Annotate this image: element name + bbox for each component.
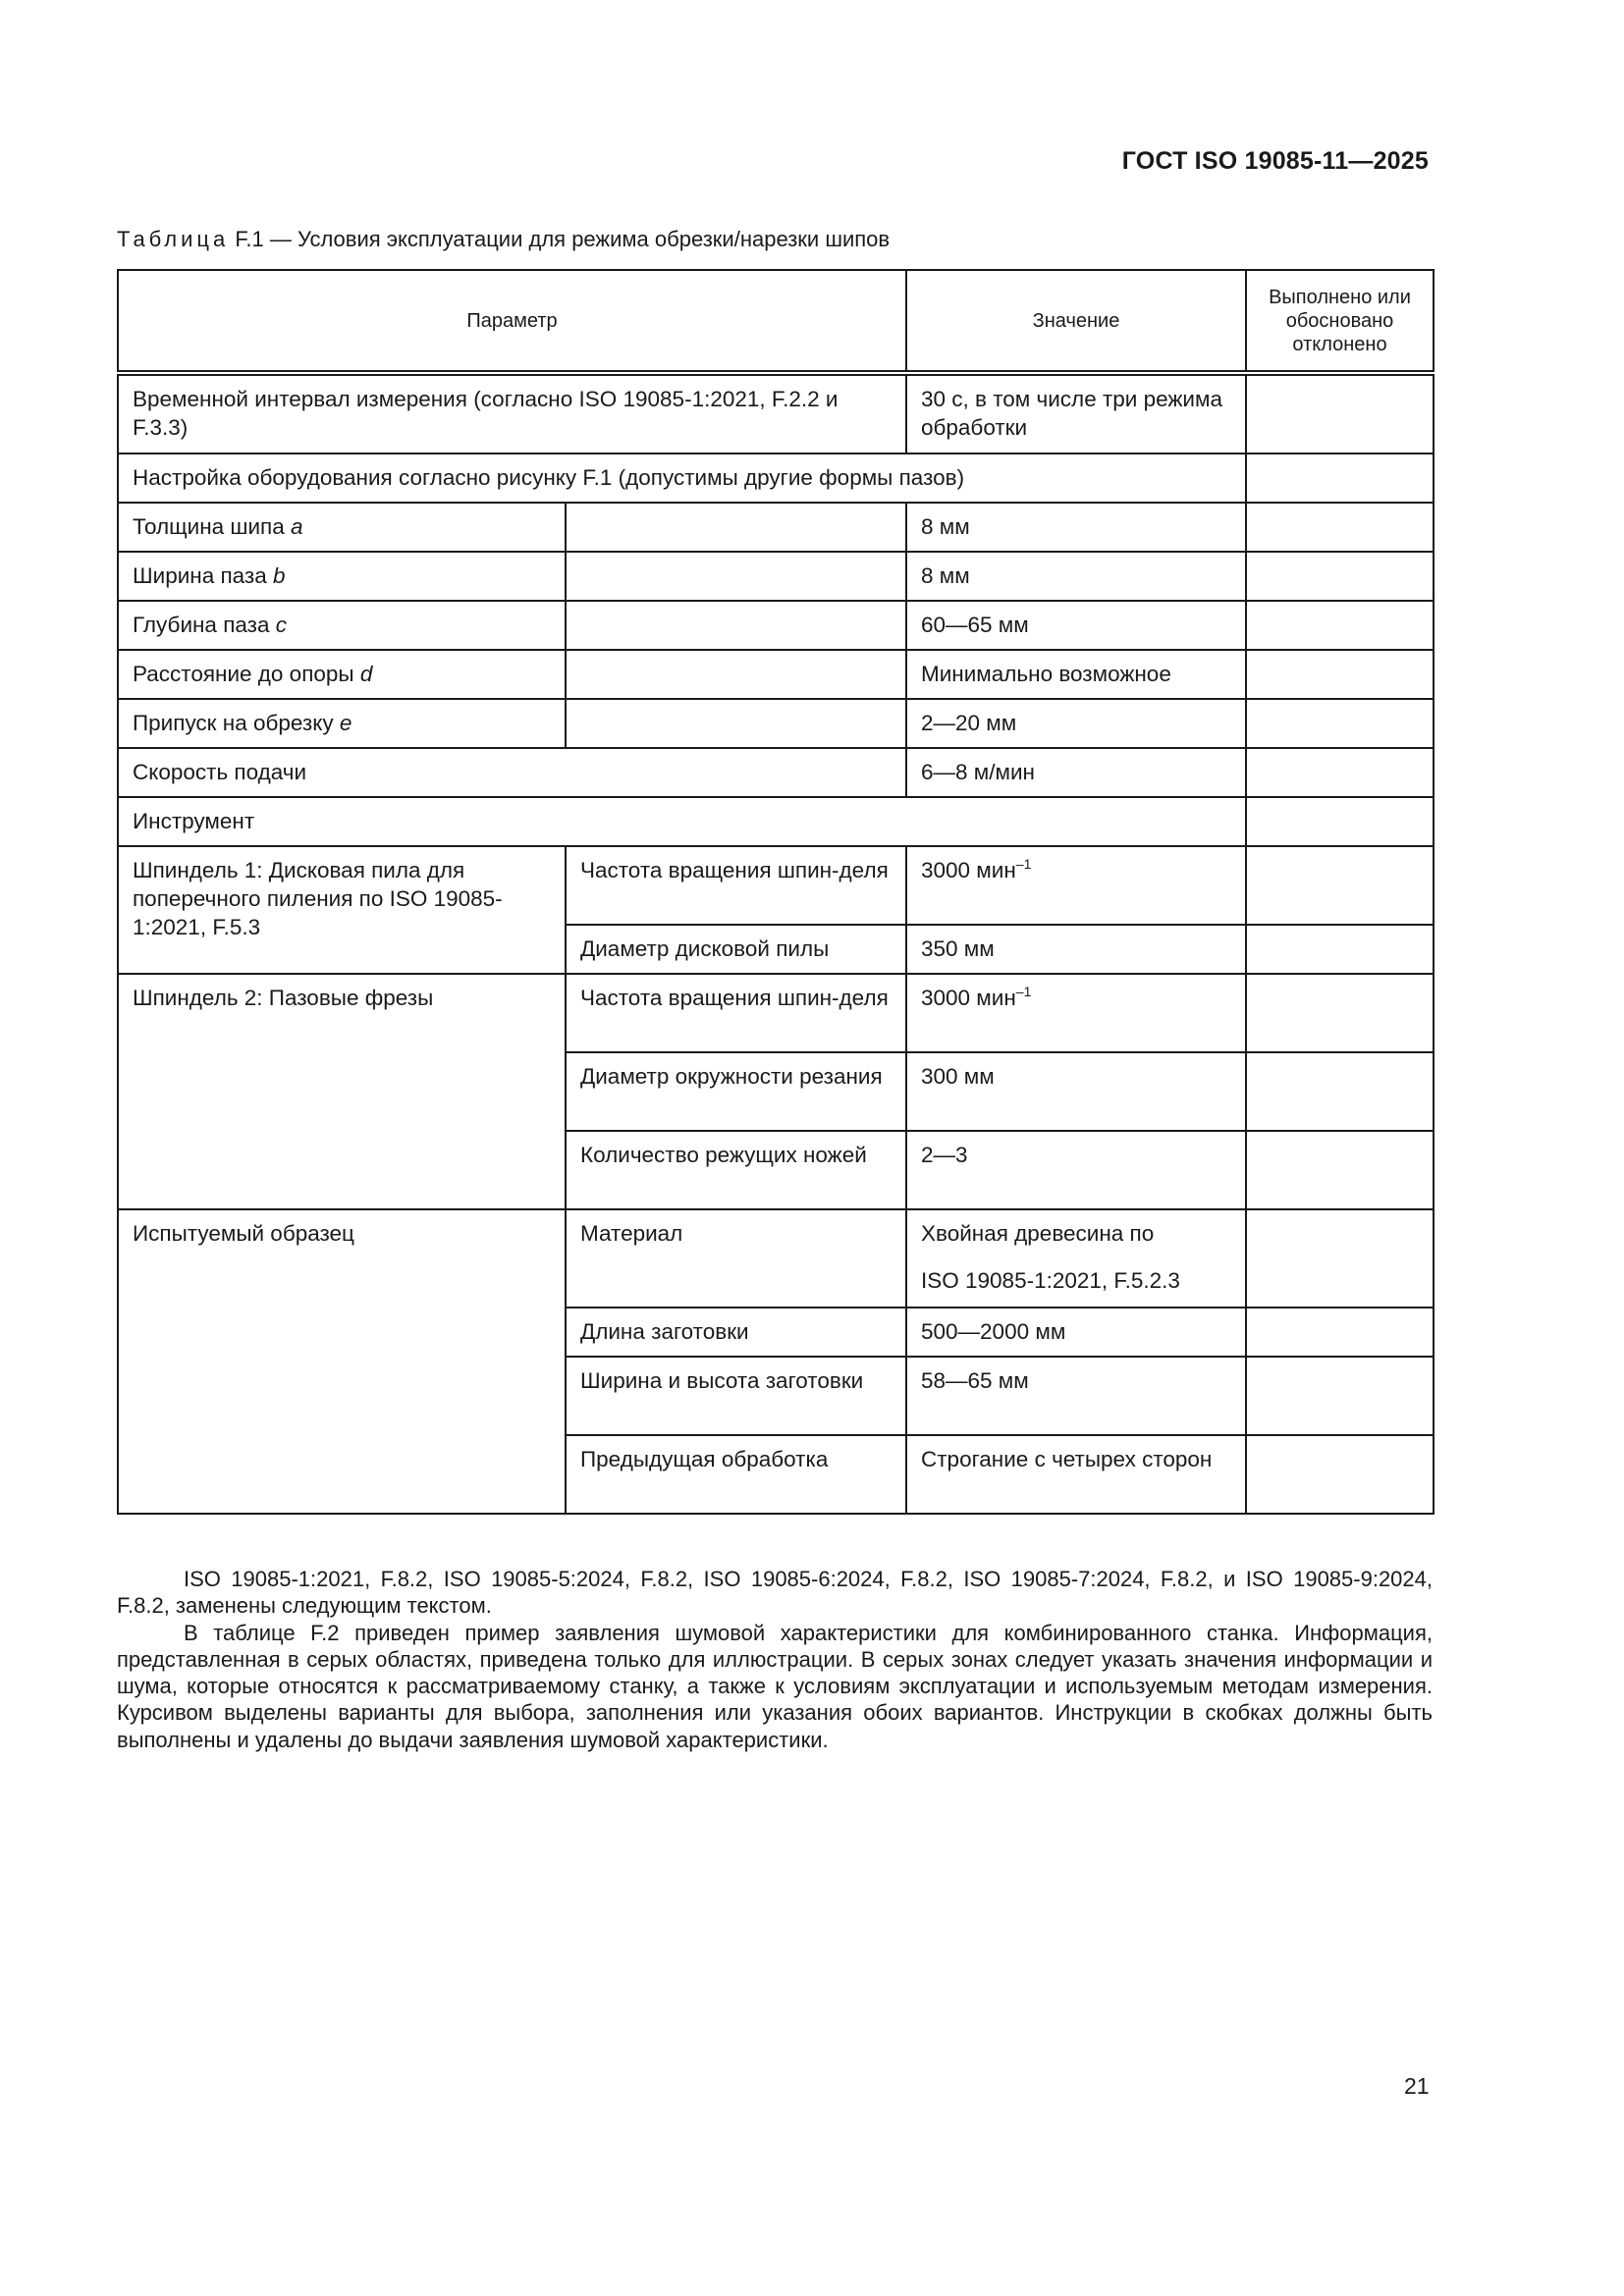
support-distance-sub [566,650,906,699]
spindle1-rotation-label: Частота вращения шпин-деля [566,846,906,925]
slot-depth-value: 60—65 мм [906,601,1246,650]
exponent: –1 [1015,984,1032,999]
symbol: d [359,662,373,686]
paragraph: В таблице F.2 приведен пример заявления шумовой характеристики для комбинированного станка. Информация, представленная в серых областях, приведена только для иллюстрации. В серых зонах следует указать значения информации и шума, которые относятся к рассматриваемому станку, а также к условиям эксплуатации и используемым методам измерения. Курсивом выделены варианты для выбора, заполнения или указания обоих вариантов. Инструкции в скобках должны быть выполнены и удалены до выдачи заявления шумовой характеристики. [117,1620,1433,1752]
slot-width-parameter [118,552,566,601]
slot-depth-status [1246,601,1434,650]
specimen-width-height-status [1246,1357,1434,1435]
table-row [118,974,1434,1052]
specimen-previous-value: Строгание с четырех сторон [906,1435,1246,1514]
specimen-length-status [1246,1308,1434,1357]
spindle2-rotation-value [906,974,1246,1052]
table-row [118,1209,1434,1308]
slot-depth-parameter [118,601,566,650]
specimen-length-value: 500—2000 мм [906,1308,1246,1357]
value: 3000 мин [921,858,1016,882]
spindle2-knives-value: 2—3 [906,1131,1246,1209]
table-row [118,650,1434,699]
trim-allowance-value: 2—20 мм [906,699,1246,748]
tenon-thickness-value: 8 мм [906,503,1246,552]
table-row [118,503,1434,552]
table-row [118,846,1434,925]
slot-width-sub [566,552,906,601]
spindle2-knives-status [1246,1131,1434,1209]
paragraph: ISO 19085-1:2021, F.8.2, ISO 19085-5:2024, F.8.2, ISO 19085-6:2024, F.8.2, ISO 19085-7:2024, F.8.2, и ISO 19085-9:2024, F.8.2, заменены следующим текстом. [117,1567,1433,1619]
specimen-previous-status [1246,1435,1434,1514]
support-distance-parameter [118,650,566,699]
spindle2-rotation-label: Частота вращения шпин-деля [566,974,906,1052]
table-row [118,699,1434,748]
document-code: ГОСТ ISO 19085-11—2025 [1121,147,1429,175]
label: Толщина шипа [133,514,285,539]
feed-speed-value: 6—8 м/мин [906,748,1246,797]
spindle2-cutting-diameter-status [1246,1052,1434,1131]
exponent: –1 [1015,856,1032,872]
trim-allowance-parameter [118,699,566,748]
tool-parameter: Инструмент [118,797,1246,846]
spindle2-rotation-status [1246,974,1434,1052]
slot-width-value: 8 мм [906,552,1246,601]
table-caption-text: F.1 — Условия эксплуатации для режима обрезки/нарезки шипов [235,227,891,251]
support-distance-status [1246,650,1434,699]
tool-status [1246,797,1434,846]
column-header-value: Значение [906,270,1246,373]
spindle1-diameter-label: Диаметр дисковой пилы [566,925,906,974]
body-text [117,1566,1433,1753]
table-caption [117,227,890,252]
column-header-status: Выполнено или обосновано отклонено [1246,270,1434,373]
column-header-parameter: Параметр [118,270,906,373]
specimen-material-label: Материал [566,1209,906,1308]
time-interval-parameter: Временной интервал измерения (согласно ISO 19085-1:2021, F.2.2 и F.3.3) [118,373,906,454]
spindle1-parameter: Шпиндель 1: Дисковая пила для поперечного пиления по ISO 19085-1:2021, F.5.3 [118,846,566,974]
table-row [118,373,1434,454]
spindle1-diameter-status [1246,925,1434,974]
feed-speed-parameter: Скорость подачи [118,748,906,797]
spindle1-rotation-status [1246,846,1434,925]
specimen-width-height-label: Ширина и высота заготовки [566,1357,906,1435]
symbol: c [275,613,287,637]
table-row [118,601,1434,650]
specimen-material-value [906,1209,1246,1308]
feed-speed-status [1246,748,1434,797]
table-row [118,797,1434,846]
specimen-length-label: Длина заготовки [566,1308,906,1357]
support-distance-value: Минимально возможное [906,650,1246,699]
spindle2-parameter: Шпиндель 2: Пазовые фрезы [118,974,566,1209]
value-line: ISO 19085-1:2021, F.5.2.3 [921,1268,1180,1293]
time-interval-status [1246,373,1434,454]
label: Припуск на обрезку [133,711,334,735]
table-header-row [118,270,1434,373]
table-row [118,748,1434,797]
table-caption-label: Таблица [117,227,230,251]
setup-parameter: Настройка оборудования согласно рисунку F.1 (допустимы другие формы пазов) [118,454,1246,503]
time-interval-value: 30 с, в том числе три режима обработки [906,373,1246,454]
spindle2-cutting-diameter-label: Диаметр окружности резания [566,1052,906,1131]
value: 3000 мин [921,986,1016,1010]
tenon-thickness-status [1246,503,1434,552]
specimen-width-height-value: 58—65 мм [906,1357,1246,1435]
setup-status [1246,454,1434,503]
spindle2-knives-label: Количество режущих ножей [566,1131,906,1209]
page-number: 21 [1404,2073,1430,2099]
specimen-previous-label: Предыдущая обработка [566,1435,906,1514]
symbol: b [273,563,286,588]
slot-depth-sub [566,601,906,650]
symbol: a [291,514,303,539]
symbol: e [339,711,352,735]
label: Расстояние до опоры [133,662,354,686]
table-row [118,454,1434,503]
spindle1-diameter-value: 350 мм [906,925,1246,974]
trim-allowance-sub [566,699,906,748]
spindle2-cutting-diameter-value: 300 мм [906,1052,1246,1131]
tenon-thickness-parameter [118,503,566,552]
slot-width-status [1246,552,1434,601]
tenon-thickness-sub [566,503,906,552]
value-line: Хвойная древесина по [921,1221,1155,1246]
specimen-material-status [1246,1209,1434,1308]
label: Ширина паза [133,563,267,588]
operating-conditions-table [117,269,1435,1515]
specimen-parameter: Испытуемый образец [118,1209,566,1514]
trim-allowance-status [1246,699,1434,748]
spindle1-rotation-value [906,846,1246,925]
label: Глубина паза [133,613,270,637]
table-row [118,552,1434,601]
